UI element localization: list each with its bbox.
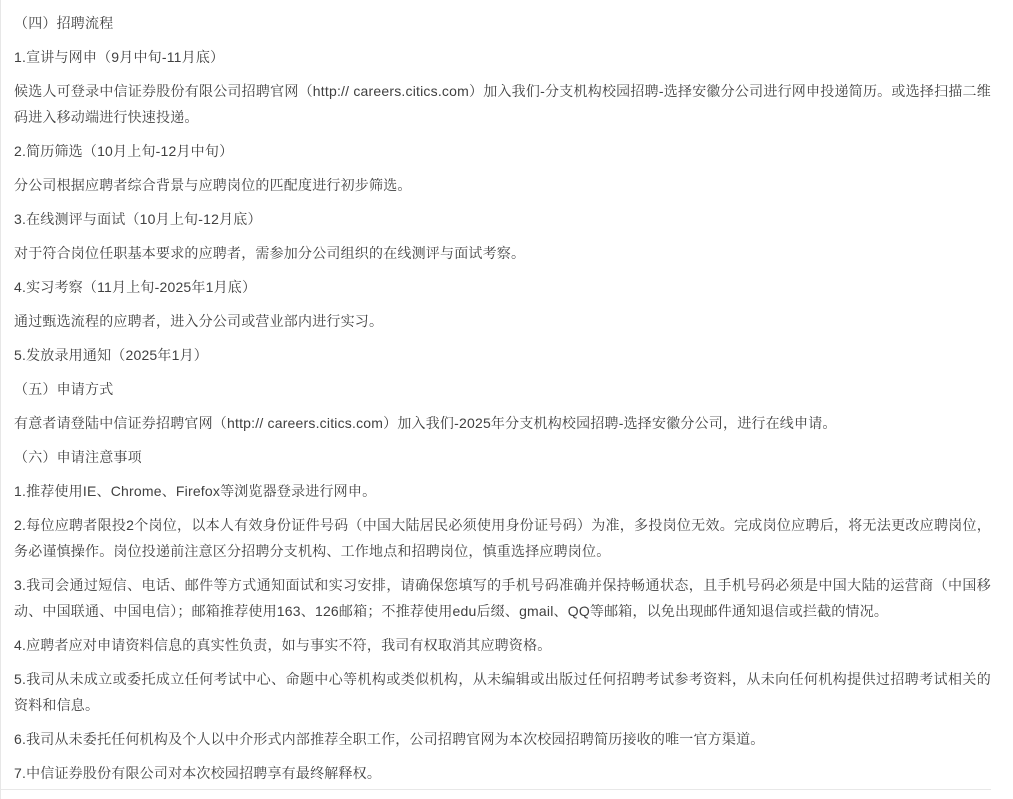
step1-description: 候选人可登录中信证券股份有限公司招聘官网（http:// careers.citics.com）加入我们-分支机构校园招聘-选择安徽分公司进行网申投递简历。或选择扫描二维码进入移动端进行快速投递。 [14,83,991,125]
note-5-no-exam-centers: 5.我司从未成立或委托成立任何考试中心、命题中心等机构或类似机构，从未编辑或出版过任何招聘考试参考资料，从未向任何机构提供过招聘考试相关的资料和信息。 [14,671,991,713]
note-2-position-limit: 2.每位应聘者限投2个岗位，以本人有效身份证件号码（中国大陆居民必须使用身份证号码）为准，多投岗位无效。完成岗位应聘后，将无法更改应聘岗位，务必谨慎操作。岗位投递前注意区分招聘分支机构、工作地点和招聘岗位，慎重选择应聘岗位。 [14,517,991,559]
step1-title: 1.宣讲与网申（9月中旬-11月底） [14,49,225,65]
note-7-final-interpretation: 7.中信证券股份有限公司对本次校园招聘享有最终解释权。 [14,765,382,781]
note-4-truthfulness: 4.应聘者应对申请资料信息的真实性负责，如与事实不符，我司有权取消其应聘资格。 [14,637,552,653]
step4-description: 通过甄选流程的应聘者，进入分公司或营业部内进行实习。 [14,313,384,329]
step3-description: 对于符合岗位任职基本要求的应聘者，需参加分公司组织的在线测评与面试考察。 [14,245,526,261]
section-heading-recruitment-process: （四）招聘流程 [14,15,114,31]
section-heading-application-notes: （六）申请注意事项 [14,449,142,465]
step3-title: 3.在线测评与面试（10月上旬-12月底） [14,211,262,227]
step4-title: 4.实习考察（11月上旬-2025年1月底） [14,279,257,295]
section-heading-application-method: （五）申请方式 [14,381,114,397]
note-1-browsers: 1.推荐使用IE、Chrome、Firefox等浏览器登录进行网申。 [14,483,377,499]
step2-description: 分公司根据应聘者综合背景与应聘岗位的匹配度进行初步筛选。 [14,177,412,193]
step2-title: 2.简历筛选（10月上旬-12月中旬） [14,143,234,159]
horizontal-divider [1,789,991,790]
application-method-description: 有意者请登陆中信证券招聘官网（http:// careers.citics.com）加入我们-2025年分支机构校园招聘-选择安徽分公司，进行在线申请。 [14,415,837,431]
note-6-official-channel: 6.我司从未委托任何机构及个人以中介形式内部推荐全职工作，公司招聘官网为本次校园招聘简历接收的唯一官方渠道。 [14,731,765,747]
step5-title: 5.发放录用通知（2025年1月） [14,347,209,363]
note-3-contact-info: 3.我司会通过短信、电话、邮件等方式通知面试和实习安排，请确保您填写的手机号码准确并保持畅通状态，且手机号码必须是中国大陆的运营商（中国移动、中国联通、中国电信）；邮箱推荐使用163、126邮箱；不推荐使用edu后缀、gmail、QQ等邮箱，以免出现邮件通知退信或拦截的情况。 [14,577,991,619]
